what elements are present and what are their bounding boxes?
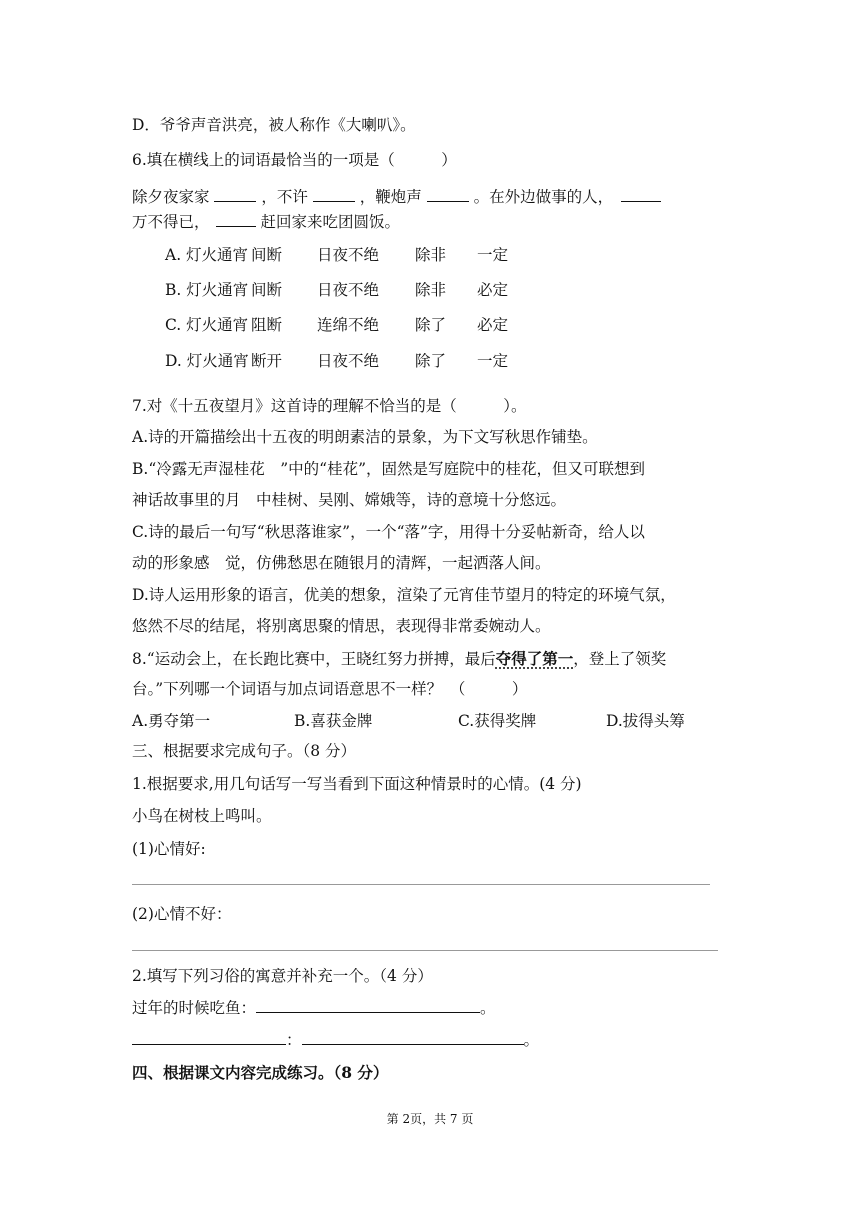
q6-blank-3 [427, 187, 469, 202]
q6-blank-5 [216, 212, 256, 227]
q6-option-b: B. 灯火通宵 间断 日夜不绝 除非 必定 [165, 281, 509, 299]
page-footer: 第 2页，共 7 页 [386, 1112, 474, 1126]
fish-custom-line: 过年的时候吃鱼： 。 [132, 999, 496, 1017]
q6-blank-1 [214, 187, 256, 202]
q8-stem-line1: 8.“运动会上，在长跑比赛中，王晓红努力拼搏，最后夺得了第一，登上了领奖 [132, 649, 667, 668]
extra-custom-name-blank[interactable] [132, 1030, 286, 1045]
sec3-scene: 小鸟在树枝上鸣叫。 [132, 807, 272, 825]
section-4-title: 四、根据课文内容完成练习。（8 分） [132, 1063, 389, 1082]
good-mood-answer-line[interactable] [132, 884, 710, 885]
section-3-title: 三、根据要求完成句子。（8 分） [132, 742, 357, 760]
bad-mood-answer-line[interactable] [132, 950, 718, 951]
q7-option-b-line1: B.“冷露无声湿桂花 ”中的“桂花”，固然是写庭院中的桂花，但又可联想到 [132, 460, 646, 478]
q8-dotted-phrase: 夺得了第一 [495, 649, 574, 668]
sec3-q2-stem: 2.填写下列习俗的寓意并补充一个。（4 分） [132, 967, 433, 985]
q6-passage-line2: 万不得已， 赶回家来吃团圆饭。 [132, 213, 400, 231]
q7-option-a: A.诗的开篇描绘出十五夜的明朗素洁的景象，为下文写秋思作铺垫。 [132, 428, 598, 446]
fish-meaning-blank[interactable] [256, 998, 480, 1013]
q8-options [132, 710, 685, 732]
q6-option-d: D. 灯火通宵 断开 日夜不绝 除了 一定 [165, 352, 509, 370]
q7-option-d-line1: D.诗人运用形象的语言，优美的想象，渲染了元宵佳节望月的特定的环境气氛， [132, 586, 676, 604]
q6-blank-2 [313, 187, 355, 202]
q6-passage-line1: 除夕夜家家 ，不许 ，鞭炮声 。在外边做事的人， [132, 186, 661, 208]
q8-option-a: A.勇夺第一 [132, 712, 211, 730]
sec3-q1-stem: 1.根据要求,用几句话写一写当看到下面这种情景时的心情。(4 分) [132, 775, 582, 793]
q8-option-d: D.拔得头筹 [606, 712, 685, 730]
q5-option-d: D．爷爷声音洪亮，被人称作《大喇叭》。 [132, 116, 416, 134]
q6-option-c: C. 灯火通宵 阻断 连绵不绝 除了 必定 [165, 316, 509, 334]
q6-blank-4 [621, 187, 661, 202]
q8-stem-line2: 台。”下列哪一个词语与加点词语意思不一样？ （ ） [132, 680, 528, 698]
extra-custom-meaning-blank[interactable] [302, 1030, 524, 1045]
sec3-bad-mood-label: (2)心情不好： [132, 905, 232, 923]
q7-option-b-line2: 神话故事里的月 中桂树、吴刚、嫦娥等，诗的意境十分悠远。 [132, 491, 567, 509]
q7-stem: 7.对《十五夜望月》这首诗的理解不恰当的是（ ）。 [132, 397, 527, 415]
sec3-good-mood-label: (1)心情好: [132, 840, 206, 858]
q8-option-b: B.喜获金牌 [294, 712, 373, 730]
q7-option-c-line1: C.诗的最后一句写“秋思落谁家”，一个“落”字，用得十分妥帖新奇，给人以 [132, 523, 645, 541]
q7-option-c-line2: 动的形象感 觉，仿佛愁思在随银月的清辉，一起洒落人间。 [132, 554, 551, 572]
q6-option-a: A. 灯火通宵 间断 日夜不绝 除非 一定 [165, 246, 509, 264]
extra-custom-line: ： 。 [132, 1029, 539, 1051]
q7-option-d-line2: 悠然不尽的结尾，将别离思聚的情思，表现得非常委婉动人。 [132, 617, 551, 635]
q6-stem: 6.填在横线上的词语最恰当的一项是（ ） [132, 151, 457, 169]
q8-option-c: C.获得奖牌 [458, 712, 537, 730]
